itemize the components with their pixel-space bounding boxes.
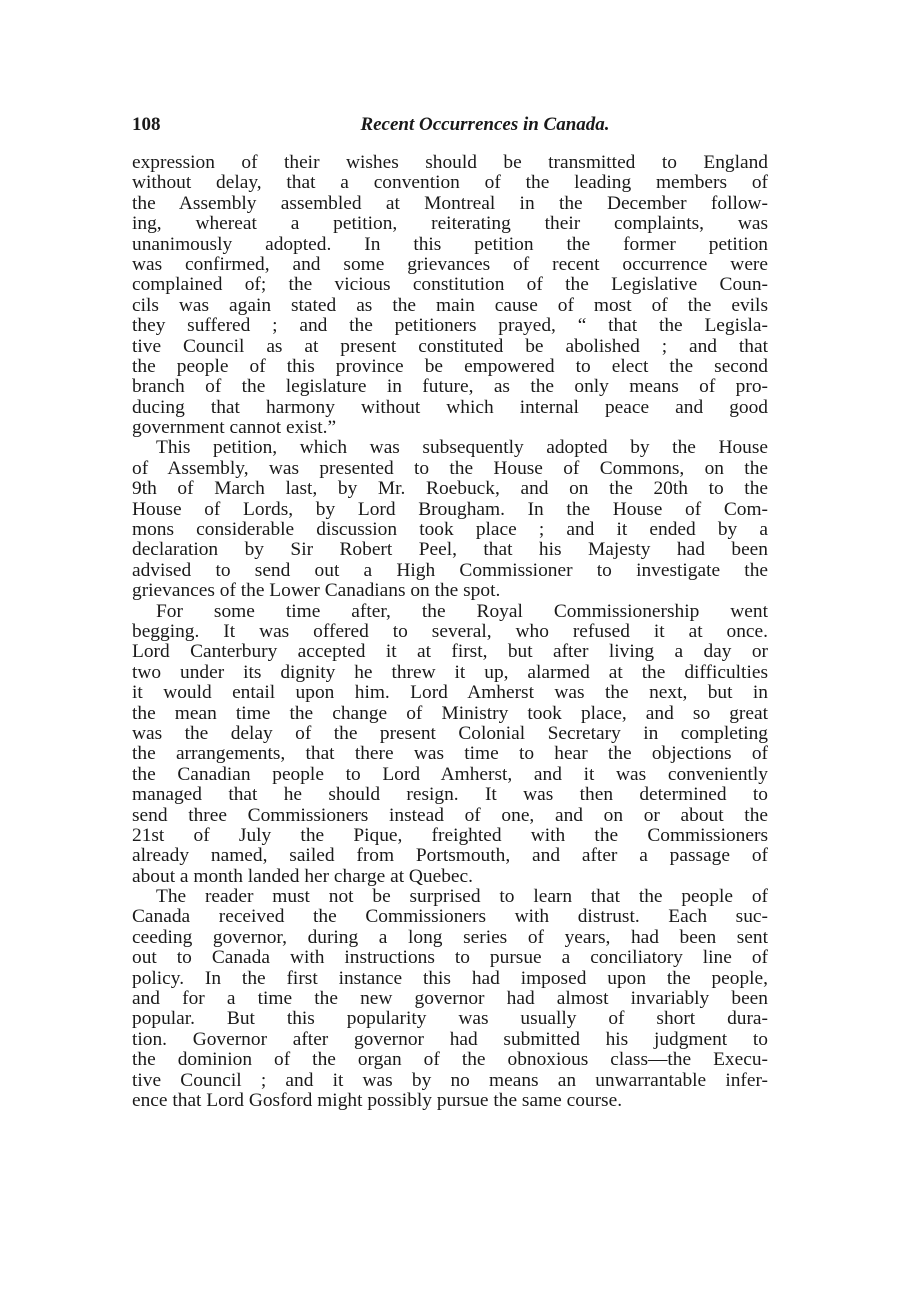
text-line: and for a time the new governor had almost invariably been [132, 989, 768, 1010]
text-line: two under its dignity he threw it up, alarmed at the difficulties [132, 662, 768, 683]
text-line: ducing that harmony without which internal peace and good [132, 397, 768, 418]
text-line: tion. Governor after governor had submitted his judgment to [132, 1029, 768, 1050]
text-line: the arrangements, that there was time to hear the objections of [132, 744, 768, 765]
text-line: unanimously adopted. In this petition the former petition [132, 234, 768, 255]
text-line: Lord Canterbury accepted it at first, but after living a day or [132, 642, 768, 663]
paragraph [132, 438, 768, 601]
body-text [132, 153, 768, 1111]
text-line: without delay, that a convention of the leading members of [132, 173, 768, 194]
paragraph [132, 153, 768, 438]
text-line: it would entail upon him. Lord Amherst was the next, but in [132, 683, 768, 704]
text-line: was the delay of the present Colonial Secretary in completing [132, 723, 768, 744]
text-line: ence that Lord Gosford might possibly pursue the same course. [132, 1090, 623, 1111]
text-line: complained of; the vicious constitution of the Legislative Coun- [132, 275, 768, 296]
text-line: the dominion of the organ of the obnoxious class—the Execu- [132, 1050, 768, 1071]
text-line: the Assembly assembled at Montreal in the December follow- [132, 193, 768, 214]
text-line: declaration by Sir Robert Peel, that his Majesty had been [132, 540, 768, 561]
text-line: 21st of July the Pique, freighted with the Commissioners [132, 825, 768, 846]
text-line: the mean time the change of Ministry took place, and so great [132, 703, 768, 724]
paragraph [132, 602, 768, 887]
running-title: Recent Occurrences in Canada. [360, 114, 610, 135]
text-line: branch of the legislature in future, as the only means of pro- [132, 377, 768, 398]
text-line: was confirmed, and some grievances of recent occurrence were [132, 254, 768, 275]
text-line: government cannot exist.” [132, 418, 337, 439]
text-line: policy. In the first instance this had imposed upon the people, [132, 968, 768, 989]
text-line: send three Commissioners instead of one, and on or about the [132, 805, 768, 826]
text-line: begging. It was offered to several, who refused it at once. [132, 621, 768, 642]
text-line: managed that he should resign. It was then determined to [132, 785, 768, 806]
text-line: popular. But this popularity was usually of short dura- [132, 1009, 768, 1030]
page-header [132, 114, 768, 142]
text-line: of Assembly, was presented to the House of Commons, on the [132, 458, 768, 479]
text-line: tive Council ; and it was by no means an unwarrantable infer- [132, 1070, 768, 1091]
text-line: they suffered ; and the petitioners prayed, “ that the Legisla- [132, 316, 768, 337]
text-line: mons considerable discussion took place ; and it ended by a [132, 520, 768, 541]
text-line: already named, sailed from Portsmouth, and after a passage of [132, 846, 768, 867]
text-line: the Canadian people to Lord Amherst, and it was conveniently [132, 764, 768, 785]
text-line: House of Lords, by Lord Brougham. In the House of Com- [132, 499, 768, 520]
text-line: out to Canada with instructions to pursue a conciliatory line of [132, 948, 768, 969]
text-line: advised to send out a High Commissioner to investigate the [132, 560, 768, 581]
text-line: ing, whereat a petition, reiterating their complaints, was [132, 214, 768, 235]
text-line: ceeding governor, during a long series of years, had been sent [132, 927, 768, 948]
text-line: grievances of the Lower Canadians on the spot. [132, 581, 501, 602]
text-line: For some time after, the Royal Commissionership went [156, 601, 768, 622]
text-line: Canada received the Commissioners with distrust. Each suc- [132, 907, 768, 928]
text-line: 9th of March last, by Mr. Roebuck, and on the 20th to the [132, 479, 768, 500]
text-line: cils was again stated as the main cause of most of the evils [132, 295, 768, 316]
page-number: 108 [132, 114, 161, 135]
text-line: expression of their wishes should be transmitted to England [132, 153, 768, 173]
text-line: The reader must not be surprised to learn that the people of [156, 887, 768, 908]
paragraph [132, 887, 768, 1111]
text-line: the people of this province be empowered to elect the second [132, 356, 768, 377]
text-line: tive Council as at present constituted be abolished ; and that [132, 336, 768, 357]
text-line: This petition, which was subsequently adopted by the House [156, 438, 768, 459]
text-line: about a month landed her charge at Quebec. [132, 866, 473, 887]
